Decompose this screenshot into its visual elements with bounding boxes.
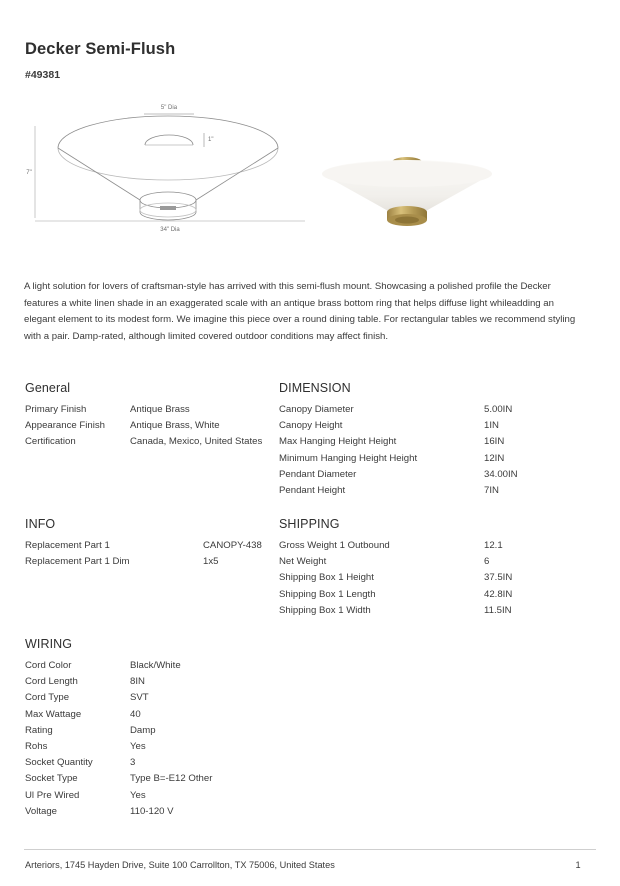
spec-value: 37.5IN [484,572,513,584]
section-title-dimension: DIMENSION [279,381,351,395]
spec-value: Type B=-E12 Other [130,773,213,785]
spec-label: Max Wattage [25,708,82,720]
spec-value: 8IN [130,676,145,688]
spec-value: 11.5IN [484,604,512,616]
spec-label: Shipping Box 1 Height [279,572,374,584]
spec-value: Yes [130,789,146,801]
spec-row [25,434,275,450]
spec-value: SVT [130,692,149,704]
spec-label: Primary Finish [25,404,87,415]
spec-label: Shipping Box 1 Length [279,588,376,600]
canopy-height-label: 1" [208,137,214,143]
spec-label: Appearance Finish [25,420,105,432]
section-title-wiring: WIRING [25,637,73,651]
spec-row [279,538,579,554]
spec-label: Rohs [25,741,48,753]
spec-value: Antique Brass [130,404,190,415]
spec-value: 12IN [484,452,505,464]
spec-row [25,771,325,787]
spec-label: Cord Length [25,676,78,688]
section-general [25,381,275,451]
spec-row [279,418,579,434]
spec-label: Socket Quantity [25,757,93,769]
product-photo [312,150,502,235]
spec-label: Pendant Height [279,485,346,497]
spec-value: 3 [130,757,136,769]
footer-page-number: 1 [575,860,581,870]
spec-row [25,723,325,739]
spec-label: Minimum Hanging Height Height [279,452,418,464]
spec-label: Cord Type [25,692,70,704]
spec-value: 42.8IN [484,588,513,600]
product-description: A light solution for lovers of craftsman-style has arrived with this semi-flush mount. Showcasing a polished profile the Decker features a white linen shade in an exaggerated scale with an antique brass bottom ring that helps diffuse light whileadding an elegant element to its modest form. We imagine this piece over a round dining table. For rectangular tables we recommend styling with a pair. Damp-rated, although limited covered outdoor conditions may affect finish. [24,281,576,342]
spec-row [25,707,325,723]
section-title-general: General [25,381,71,395]
spec-value: Damp [130,724,156,736]
spec-row [25,658,325,674]
spec-row [25,755,325,771]
spec-value: 7IN [484,485,499,497]
spec-value: 34.00IN [484,468,518,480]
spec-label: Replacement Part 1 [25,540,110,551]
spec-value: Yes [130,741,146,753]
spec-value: 5.00IN [484,404,513,415]
spec-label: Rating [25,724,53,736]
spec-value: 110-120 V [130,805,174,817]
spec-row [279,570,579,586]
section-dimension [279,381,579,499]
spec-label: Gross Weight 1 Outbound [279,540,390,551]
spec-row [279,467,579,483]
spec-row [279,434,579,450]
spec-row [279,483,579,499]
spec-value: Black/White [130,660,181,671]
section-title-info: INFO [25,517,56,531]
spec-row [279,451,579,467]
spec-label: Shipping Box 1 Width [279,604,371,616]
spec-row [25,674,325,690]
spec-row [279,603,579,619]
spec-row [25,538,280,554]
spec-row [25,804,325,820]
overall-height-label: 7" [26,170,32,176]
spec-row [25,690,325,706]
spec-value: 1x5 [203,556,219,568]
spec-label: Canopy Height [279,420,343,432]
spec-label: Net Weight [279,556,327,568]
spec-row [25,788,325,804]
spec-value: Canada, Mexico, United States [130,436,263,448]
spec-row [25,418,275,434]
spec-label: Socket Type [25,773,78,785]
page-title: Decker Semi-Flush [25,40,176,58]
spec-row [25,739,325,755]
spec-value: 12.1 [484,540,503,551]
pendant-diameter-label: 34" Dia [160,227,180,233]
spec-label: Voltage [25,805,58,817]
spec-value: 6 [484,556,490,568]
spec-row [25,554,280,570]
spec-row [279,587,579,603]
section-title-shipping: SHIPPING [279,517,340,531]
spec-row [25,402,275,418]
footer-divider [24,849,596,850]
spec-value: 16IN [484,436,505,448]
spec-value: Antique Brass, White [130,420,220,432]
spec-row [279,402,579,418]
spec-value: 1IN [484,420,499,432]
section-shipping [279,517,579,619]
section-wiring [25,637,325,820]
canopy-diameter-label: 5" Dia [160,105,178,111]
spec-label: Ul Pre Wired [25,789,80,801]
spec-value: CANOPY-438 [203,540,262,551]
spec-label: Canopy Diameter [279,404,354,415]
spec-label: Max Hanging Height Height [279,436,397,448]
spec-label: Certification [25,436,76,448]
section-info [25,517,280,570]
spec-label: Cord Color [25,660,72,671]
technical-drawing [18,88,318,233]
footer-address: Arteriors, 1745 Hayden Drive, Suite 100 Carrollton, TX 75006, United States [25,860,335,870]
spec-label: Replacement Part 1 Dim [25,556,130,568]
spec-row [279,554,579,570]
spec-label: Pendant Diameter [279,468,357,480]
product-sku: #49381 [25,69,61,81]
spec-value: 40 [130,708,141,720]
